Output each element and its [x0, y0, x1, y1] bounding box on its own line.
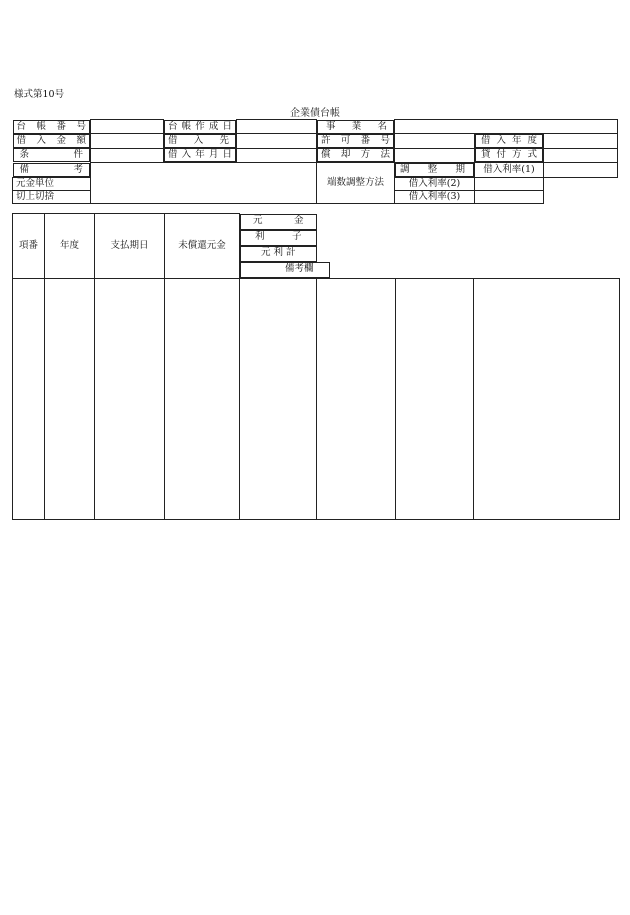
label-char: 法 — [380, 149, 390, 160]
label-char: 台 — [16, 120, 27, 132]
remarks-field[interactable] — [91, 163, 317, 204]
label-char: 金 — [293, 214, 304, 226]
label-char: 帳 — [181, 120, 192, 132]
ledger-body-row — [13, 278, 620, 519]
label-char: 計 — [285, 246, 296, 258]
lender-label — [164, 134, 236, 148]
label-char: 整 — [427, 164, 438, 175]
label-char: 可 — [340, 135, 351, 146]
rate1-field[interactable] — [544, 163, 618, 178]
label-char: 方 — [511, 149, 522, 160]
label-char: 期 — [455, 164, 465, 175]
label-char: 借 — [481, 135, 491, 146]
label-char: 名 — [377, 120, 387, 132]
label-char: 金 — [56, 135, 66, 146]
lender-field[interactable] — [237, 134, 317, 149]
business-name-field[interactable] — [395, 120, 618, 134]
label-char: 額 — [76, 135, 86, 146]
label-char: 備 — [285, 262, 295, 274]
label-char: 利 — [255, 230, 265, 242]
form-number: 様式第10号 — [14, 89, 65, 100]
label-char: 欄 — [304, 262, 314, 274]
label-char: 台 — [168, 120, 178, 132]
label-char: 方 — [360, 149, 371, 160]
label-char: 入 — [496, 135, 506, 146]
col-header-interest — [240, 230, 317, 246]
col-header-total — [240, 246, 317, 262]
year-cell[interactable] — [45, 278, 95, 519]
label-char: 許 — [321, 135, 331, 146]
col-header-year: 年度 — [45, 214, 95, 279]
label-char: 元 — [261, 246, 271, 258]
round-cut-label: 切上切捨 — [13, 191, 91, 204]
repayment-method-field[interactable] — [395, 148, 475, 163]
label-char: 入 — [181, 149, 192, 160]
principal-cell[interactable] — [240, 278, 317, 519]
adjust-period-label — [395, 163, 474, 177]
loan-amount-label — [13, 134, 91, 148]
col-header-payment-date: 支払期日 — [95, 214, 165, 279]
business-name-label — [317, 120, 394, 134]
rate3-field[interactable] — [475, 191, 544, 204]
loan-date-label — [164, 148, 236, 162]
label-char: 借 — [168, 149, 178, 160]
ledger-date-field[interactable] — [237, 120, 317, 134]
repayment-method-label — [317, 148, 394, 162]
label-char: 子 — [291, 230, 302, 242]
label-char: 貸 — [481, 149, 491, 160]
loan-year-label — [475, 134, 543, 148]
label-char: 却 — [340, 149, 351, 160]
remarks-cell[interactable] — [474, 278, 620, 519]
label-char: 日 — [222, 120, 232, 132]
label-char: 成 — [208, 120, 219, 132]
conditions-field[interactable] — [91, 148, 164, 163]
rate1-label: 借入利率(1) — [475, 163, 544, 178]
lending-method-field[interactable] — [544, 148, 618, 163]
ledger-date-label — [164, 120, 236, 134]
label-char: 号 — [76, 120, 86, 132]
lending-method-label — [475, 148, 543, 162]
col-header-unpaid-principal: 未償還元金 — [165, 214, 240, 279]
label-char: 付 — [496, 149, 506, 160]
label-char: 業 — [351, 120, 362, 132]
total-cell[interactable] — [396, 278, 474, 519]
remarks-label — [13, 163, 91, 177]
label-char: 先 — [219, 135, 229, 146]
rate2-field[interactable] — [475, 178, 544, 191]
rate2-label: 借入利率(2) — [395, 178, 475, 191]
item-no-cell[interactable] — [13, 278, 45, 519]
col-header-item-no: 項番 — [13, 214, 45, 279]
unpaid-principal-cell[interactable] — [165, 278, 240, 519]
label-char: 調 — [400, 164, 410, 175]
label-char: 番 — [360, 135, 371, 146]
col-header-remarks — [240, 262, 330, 278]
label-char: 年 — [195, 149, 205, 160]
conditions-label — [13, 148, 91, 162]
page-title: 企業債台帳 — [290, 108, 340, 119]
label-char: 元 — [253, 214, 263, 226]
interest-cell[interactable] — [317, 278, 396, 519]
label-char: 月 — [208, 149, 219, 160]
label-char: 借 — [16, 135, 27, 146]
ledger-no-field[interactable] — [91, 120, 164, 134]
loan-date-field[interactable] — [237, 148, 317, 163]
label-char: 号 — [380, 135, 390, 146]
label-char: 日 — [222, 149, 232, 160]
ledger-table — [12, 213, 620, 520]
label-char: 帳 — [36, 120, 46, 132]
payment-date-cell[interactable] — [95, 278, 165, 519]
label-char: 借 — [168, 135, 178, 146]
label-char: 番 — [56, 120, 66, 132]
label-char: 備 — [19, 164, 30, 175]
label-char: 式 — [527, 149, 537, 160]
label-char: 事 — [326, 120, 336, 132]
label-char: 考 — [73, 164, 83, 175]
label-char: 利 — [273, 246, 283, 258]
principal-unit-label: 元金単位 — [13, 178, 91, 191]
label-char: 考 — [294, 262, 305, 274]
loan-year-field[interactable] — [544, 134, 618, 149]
label-char: 償 — [321, 149, 331, 160]
permit-no-label — [317, 134, 394, 148]
ledger-header-table — [12, 119, 618, 204]
permit-no-field[interactable] — [395, 134, 475, 149]
label-char: 度 — [527, 135, 537, 146]
label-char: 入 — [36, 135, 46, 146]
label-char: 入 — [193, 135, 204, 146]
col-header-principal — [240, 214, 317, 230]
label-char: 件 — [73, 149, 83, 160]
rate3-label: 借入利率(3) — [395, 191, 475, 204]
label-char: 作 — [195, 120, 205, 132]
loan-amount-field[interactable] — [91, 134, 164, 149]
ledger-no-label — [13, 120, 91, 134]
label-char: 条 — [19, 149, 30, 160]
rounding-method-label: 端数調整方法 — [317, 163, 395, 204]
label-char: 年 — [511, 135, 522, 146]
